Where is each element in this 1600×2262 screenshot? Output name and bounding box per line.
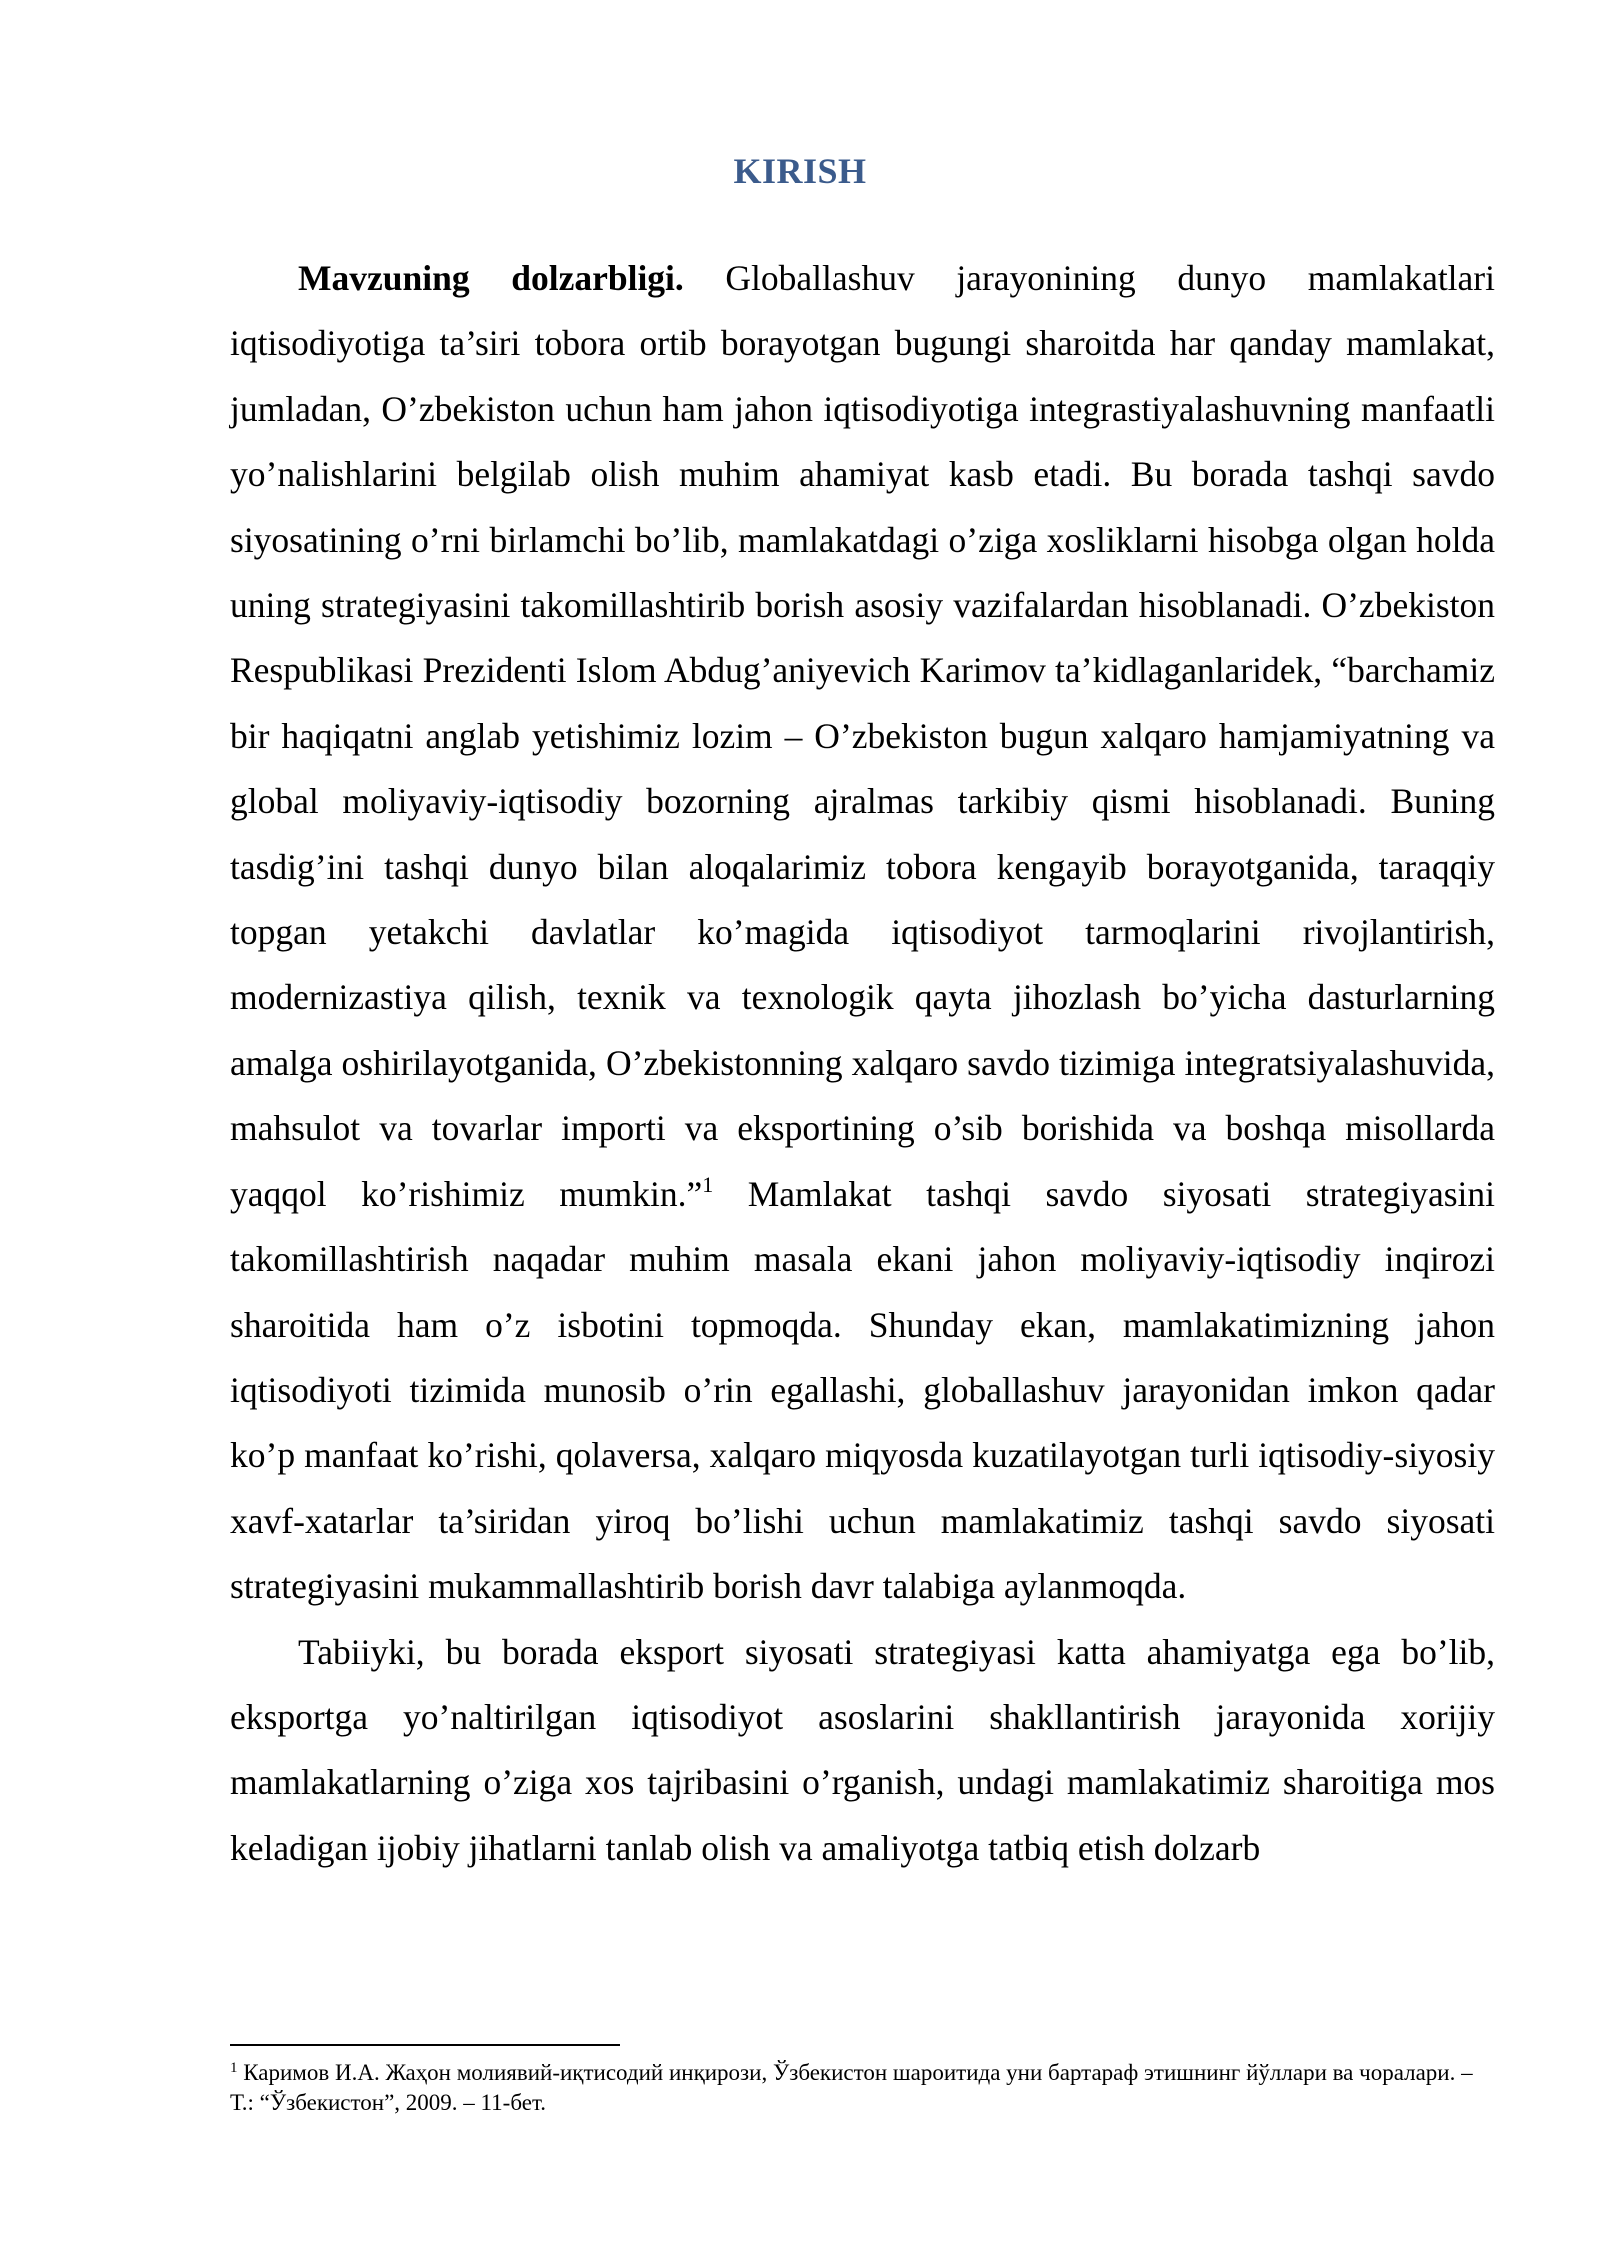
body-text [230,246,1495,1881]
paragraph-text-part-1: Globallashuv jarayonining dunyo mamlakatlari iqtisodiyotiga ta’siri tobora ortib borayotgan bugungi sharoitda har qanday mamlakat, jumladan, O’zbekiston uchun ham jahon iqtisodiyotiga integrastiyalashuvning manfaatli yo’nalishlarini belgilab olish muhim ahamiyat kasb etadi. Bu borada tashqi savdo siyosatining o’rni birlamchi bo’lib, mamlakatdagi o’ziga xosliklarni hisobga olgan holda uning strategiyasini takomillashtirib borish asosiy vazifalardan hisoblanadi. O’zbekiston Respublikasi Prezidenti Islom Abdug’aniyevich Karimov ta’kidlaganlaridek, “barchamiz bir haqiqatni anglab yetishimiz lozim – O’zbekiston bugun xalqaro hamjamiyatning va global moliyaviy-iqtisodiy bozorning ajralmas tarkibiy qismi hisoblanadi. Buning tasdig’ini tashqi dunyo bilan aloqalarimiz tobora kengayib borayotganida, taraqqiy topgan yetakchi davlatlar ko’magida iqtisodiyot tarmoqlarini rivojlantirish, modernizastiya qilish, texnik va texnologik qayta jihozlash bo’yicha dasturlarning amalga oshirilayotganida, O’zbekistonning xalqaro savdo tizimiga integratsiyalashuvida, mahsulot va tovarlar importi va eksportining o’sib borishida va boshqa misollarda yaqqol ko’rishimiz mumkin.” [230,258,1495,1214]
paragraph-lead: Mavzuning dolzarbligi. [298,258,684,298]
paragraph-relevance [230,246,1495,1620]
footnote-reference: 1 [702,1171,714,1197]
page-heading: KIRISH [733,151,867,191]
footnote-number: 1 [230,2060,238,2076]
paragraph-export-policy: Tabiiyki, bu borada eksport siyosati strategiyasi katta ahamiyatga ega bo’lib, eksportga yo’naltirilgan iqtisodiyot asoslarini shakllantirish jarayonida xorijiy mamlakatlarning o’ziga xos tajribasini o’rganish, undagi mamlakatimiz sharoitiga mos keladigan ijobiy jihatlarni tanlab olish va amaliyotga tatbiq etish dolzarb [230,1631,1495,1868]
footnote-separator [230,2044,620,2046]
footnote-text: Каримов И.А. Жаҳон молиявий-иқтисодий инқирози, Ўзбекистон шароитида уни бартараф этишнинг йўллари ва чоралари. – Т.: “Ўзбекистон”, 2009. – 11-бет. [230,2060,1473,2115]
footnote [230,2058,1495,2118]
paragraph-text-part-2: Mamlakat tashqi savdo siyosati strategiyasini takomillashtirish naqadar muhim masala ekani jahon moliyaviy-iqtisodiy inqirozi sharoitida ham o’z isbotini topmoqda. Shunday ekan, mamlakatimizning jahon iqtisodiyoti tizimida munosib o’rin egallashi, globallashuv jarayonidan imkon qadar ko’p manfaat ko’rishi, qolaversa, xalqaro miqyosda kuzatilayotgan turli iqtisodiy-siyosiy xavf-xatarlar ta’siridan yiroq bo’lishi uchun mamlakatimiz tashqi savdo siyosati strategiyasini mukammallashtirib borish davr talabiga aylanmoqda. [230,1173,1496,1607]
